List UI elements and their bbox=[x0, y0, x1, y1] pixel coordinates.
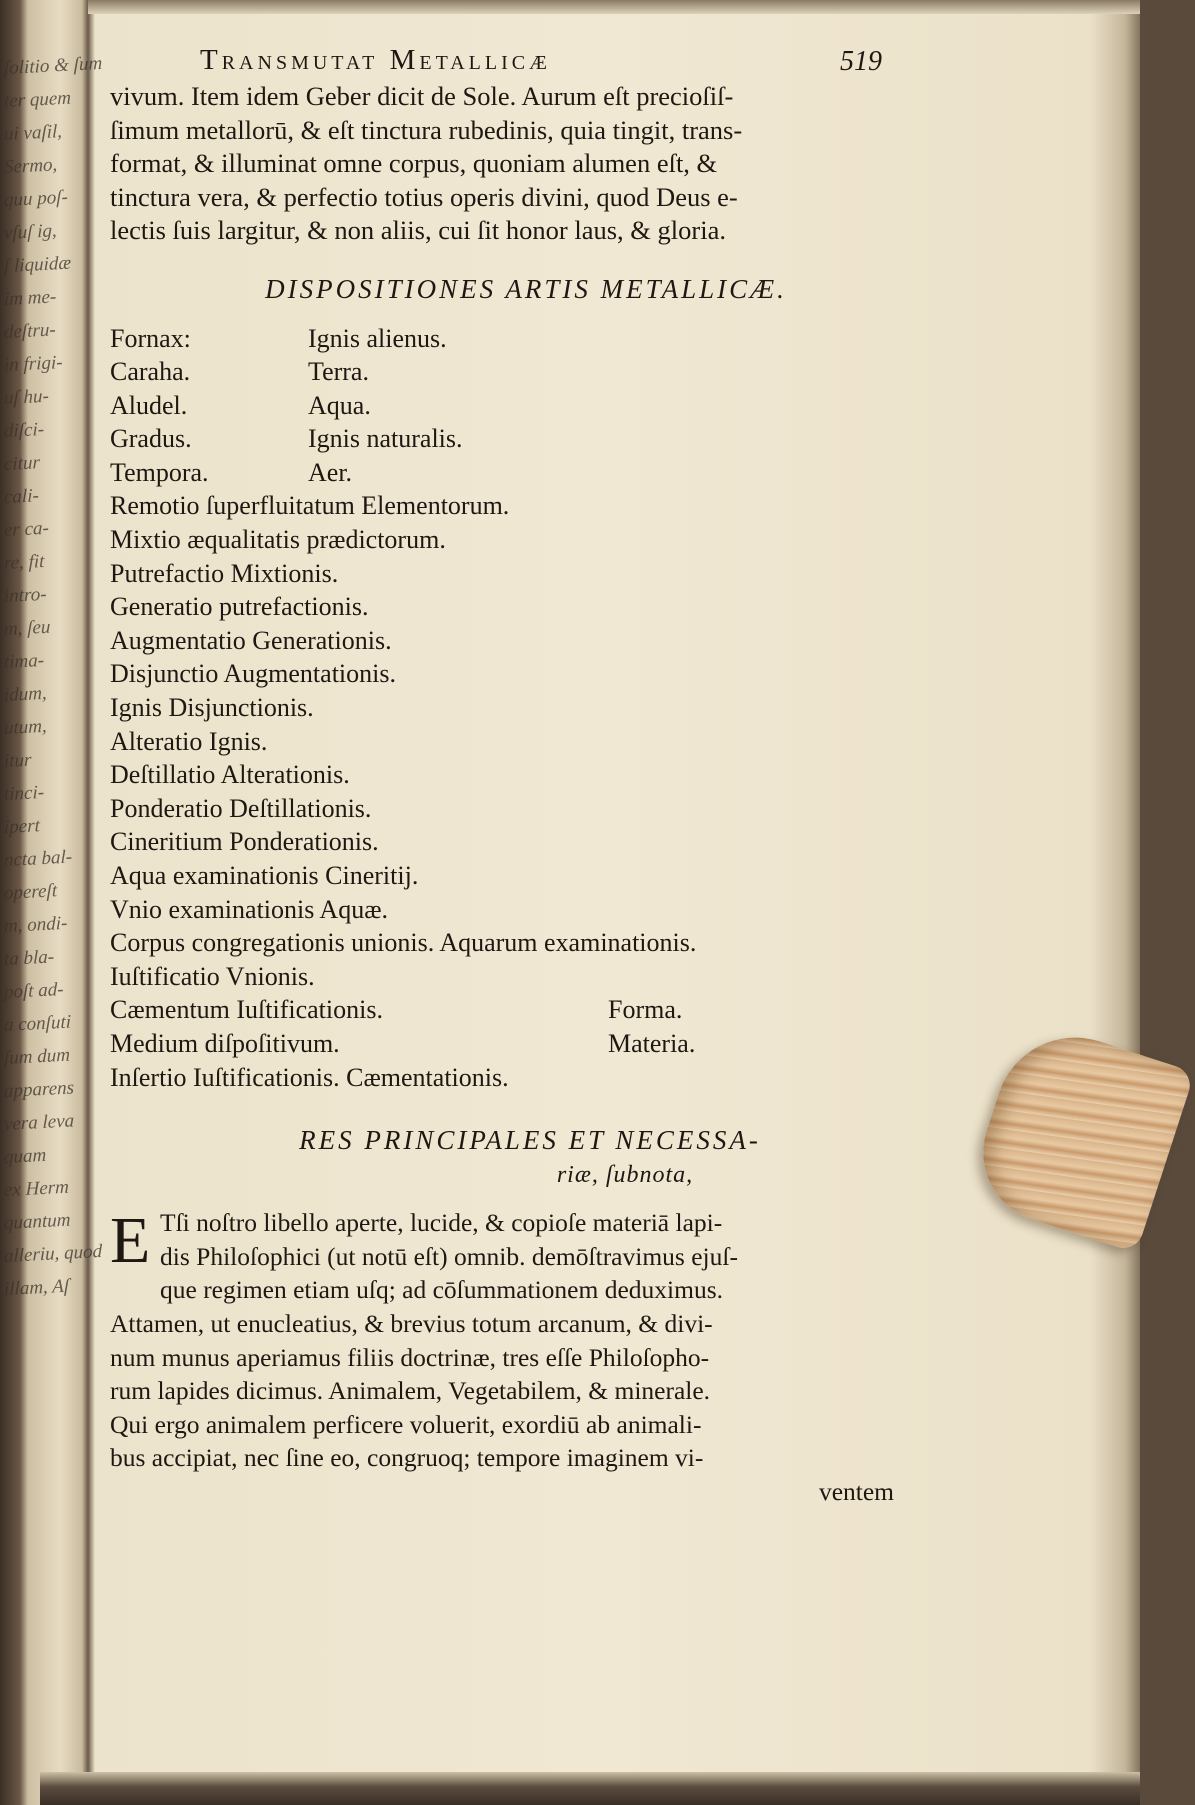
catchword: ventem bbox=[818, 1476, 894, 1506]
facing-page-line: er ca- bbox=[4, 517, 49, 542]
facing-page-line: Sermo, bbox=[4, 154, 58, 179]
facing-page-line: ter quem bbox=[4, 87, 72, 113]
facing-page-line: tinci- bbox=[4, 781, 45, 806]
facing-page-line: itur bbox=[4, 749, 32, 773]
list-item: Iuſtificatio Vnionis. bbox=[110, 961, 315, 991]
facing-page-line: ſ liquidæ bbox=[4, 252, 72, 278]
list-item: Deſtillatio Alterationis. bbox=[110, 760, 350, 790]
section-heading: RES PRINCIPALES ET NECESSA- bbox=[299, 1125, 761, 1156]
dispositions-list bbox=[110, 322, 930, 1095]
text-line: dis Philoſophici (ut notū eſt) omnib. demōſtravimus ejuſ- bbox=[160, 1241, 738, 1271]
list-term: Tempora. bbox=[110, 457, 209, 487]
facing-page-line: cali- bbox=[4, 485, 39, 509]
text-line: tinctura vera, & perfectio totius operis divini, quod Deus e- bbox=[110, 181, 738, 212]
facing-page-line: ex Herm bbox=[4, 1176, 69, 1202]
list-item bbox=[110, 456, 930, 490]
facing-page-line: im me- bbox=[4, 286, 57, 311]
facing-page-fragment bbox=[0, 48, 103, 1603]
facing-page-line: citur bbox=[4, 452, 40, 476]
list-term: Gradus. bbox=[110, 424, 192, 454]
text-line: ſimum metallorū, & eſt tinctura rubedinis, quia tingit, trans- bbox=[110, 114, 743, 145]
list-item: Vnio examinationis Aquæ. bbox=[110, 894, 389, 924]
facing-page-line: poſt ad- bbox=[4, 978, 64, 1004]
text-line: lectis ſuis largitur, & non aliis, cui ſit honor laus, & gloria. bbox=[110, 215, 726, 245]
list-item bbox=[110, 1027, 930, 1061]
running-head bbox=[110, 40, 930, 80]
facing-page-line: intro- bbox=[4, 583, 47, 608]
facing-page-line: quantum bbox=[4, 1209, 71, 1235]
list-term: Cæmentum Iuſtificationis. bbox=[110, 995, 383, 1025]
list-item: Augmentatio Generationis. bbox=[110, 625, 392, 655]
facing-page-line: deſtru- bbox=[4, 319, 56, 344]
facing-page-line: ipert bbox=[4, 815, 40, 839]
section-heading: DISPOSITIONES ARTIS METALLICÆ. bbox=[265, 273, 787, 304]
facing-page-line: tima- bbox=[4, 649, 45, 674]
list-item bbox=[110, 322, 930, 356]
facing-page-line: apparens bbox=[4, 1077, 75, 1103]
list-term: Aludel. bbox=[110, 390, 188, 420]
list-value: Materia. bbox=[608, 1028, 696, 1058]
text-line: Attamen, ut enucleatius, & brevius totum arcanum, & divi- bbox=[110, 1308, 713, 1338]
facing-page-line: m, ondi- bbox=[4, 912, 68, 938]
facing-page-line: vera leva bbox=[4, 1110, 75, 1136]
text-line: bus accipiat, nec ſine eo, congruoq; tempore imaginem vi- bbox=[110, 1443, 704, 1473]
list-value: Aqua. bbox=[308, 390, 371, 420]
list-item: Ponderatio Deſtillationis. bbox=[110, 793, 372, 823]
text-line: Qui ergo animalem perficere voluerit, exordiū ab animali- bbox=[110, 1409, 702, 1439]
list-item: Alteratio Ignis. bbox=[110, 726, 268, 756]
list-item: Putrefactio Mixtionis. bbox=[110, 558, 339, 588]
list-value: Ignis alienus. bbox=[308, 323, 447, 353]
section-subheading: riæ, ſubnota, bbox=[556, 1162, 694, 1189]
page-top-edge bbox=[88, 0, 1140, 14]
list-value: Ignis naturalis. bbox=[308, 424, 463, 454]
text-line: que regimen etiam uſq; ad cōſummationem deduximus. bbox=[160, 1275, 723, 1305]
body-paragraph bbox=[110, 1206, 930, 1508]
running-title: Transmutat Metallicæ bbox=[200, 44, 551, 76]
list-value: Terra. bbox=[308, 357, 369, 387]
list-item bbox=[110, 422, 930, 456]
list-term: Fornax: bbox=[110, 323, 191, 353]
list-value: Aer. bbox=[308, 457, 353, 487]
list-item bbox=[110, 389, 930, 423]
facing-page-line: ſolitio & ſum bbox=[4, 52, 103, 80]
facing-page-line: idum, bbox=[4, 682, 47, 707]
page-number: 519 bbox=[840, 46, 882, 77]
opening-paragraph bbox=[110, 80, 930, 248]
facing-page-line: diſci- bbox=[4, 418, 45, 443]
thumb-holding-page bbox=[965, 1017, 1195, 1253]
page-content bbox=[110, 40, 930, 1509]
drop-cap: E bbox=[110, 1204, 151, 1278]
list-item: Generatio putrefactionis. bbox=[110, 592, 369, 622]
text-line: num munus aperiamus filiis doctrinæ, tres eſſe Philoſopho- bbox=[110, 1342, 710, 1372]
facing-page-line: alleriu, quod bbox=[4, 1240, 103, 1268]
text-line: rum lapides dicimus. Animalem, Vegetabilem, & minerale. bbox=[110, 1376, 711, 1406]
text-line: vivum. Item idem Geber dicit de Sole. Aurum eſt precioſiſ- bbox=[110, 81, 734, 111]
list-item bbox=[110, 993, 930, 1027]
list-item: Mixtio æqualitatis prædictorum. bbox=[110, 525, 446, 555]
facing-page-line: quam bbox=[4, 1144, 47, 1169]
list-item: Ignis Disjunctionis. bbox=[110, 693, 314, 723]
list-item: Remotio ſuperfluitatum Elementorum. bbox=[110, 491, 510, 521]
facing-page-line: a conſuti bbox=[4, 1011, 72, 1037]
list-value: Forma. bbox=[608, 995, 683, 1025]
list-item: Cineritium Ponderationis. bbox=[110, 827, 379, 857]
facing-page-line: ſum dum bbox=[4, 1044, 70, 1070]
facing-page-line: re, fit bbox=[4, 550, 45, 575]
facing-page-line: opereſt bbox=[4, 880, 58, 905]
facing-page-line: ui vaſil, bbox=[4, 121, 63, 146]
facing-page-line: m, ſeu bbox=[4, 616, 51, 641]
facing-page-line: quu poſ- bbox=[4, 186, 68, 212]
list-term: Medium diſpoſitivum. bbox=[110, 1028, 340, 1058]
list-item: Inſertio Iuſtificationis. Cæmentationis. bbox=[110, 1062, 509, 1092]
list-item: Corpus congregationis unionis. Aquarum examinationis. bbox=[110, 928, 697, 958]
list-item bbox=[110, 355, 930, 389]
list-term: Caraha. bbox=[110, 357, 191, 387]
facing-page-line: uſ hu- bbox=[4, 385, 49, 410]
page-bottom-edge bbox=[40, 1772, 1140, 1805]
facing-page-line: vſuſ ig, bbox=[4, 220, 57, 245]
facing-page-line: utum, bbox=[4, 715, 47, 740]
list-item: Aqua examinationis Cineritij. bbox=[110, 861, 419, 890]
text-line: format, & illuminat omne corpus, quoniam alumen eſt, & bbox=[110, 148, 718, 178]
facing-page-line: ta bla- bbox=[4, 946, 55, 971]
facing-page-line: illam, Aſ bbox=[4, 1275, 70, 1301]
list-item: Disjunctio Augmentationis. bbox=[110, 659, 396, 689]
facing-page-line: in frigi- bbox=[4, 351, 63, 377]
facing-page-line: ncta bal- bbox=[4, 846, 73, 872]
text-line: Tſi noſtro libello aperte, lucide, & copioſe materiā lapi- bbox=[160, 1208, 723, 1238]
